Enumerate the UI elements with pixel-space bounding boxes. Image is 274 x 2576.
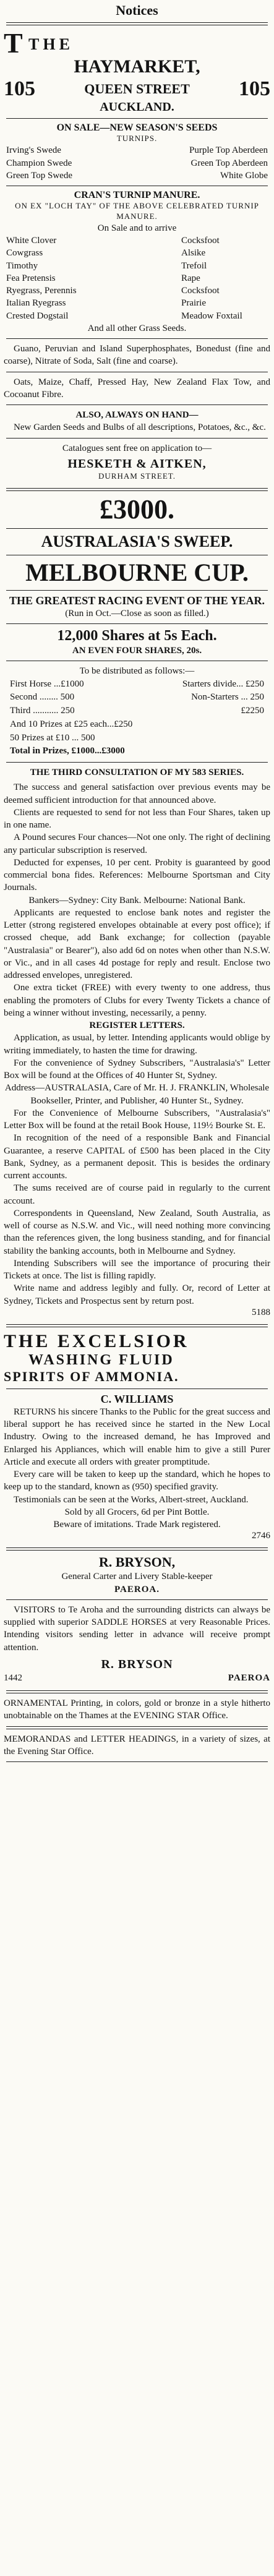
divider xyxy=(6,623,268,624)
excelsior-paragraph: RETURNS his sincere Thanks to the Public for the great success and liberal support he has received since he started in the New Local Industry. Owing to the increased demand, he has Improved and Enlarged his Appliances, which will enable him to give a still Purer Article and execute all orders with greater promptitude. xyxy=(4,1406,270,1467)
section-title: Notices xyxy=(116,2,158,18)
prize-cell: Second ........ 500 xyxy=(10,692,75,703)
grass-item: Trefoil xyxy=(181,260,207,271)
sweep-paragraph: For the Convenience of Melbourne Subscribers, "Australasia's" Letter Box will be found at the retail Book House, 119½ Bourke St. E. xyxy=(4,1108,270,1131)
grass-tail: And all other Grass Seeds. xyxy=(87,323,187,333)
excelsior-masthead xyxy=(4,1331,270,1385)
prize-cell: And 10 Prizes at £25 each...£250 xyxy=(10,719,133,729)
haymarket-name: HAYMARKET, xyxy=(74,56,200,77)
grass-item: Fea Pretensis xyxy=(6,273,56,283)
grass-item: Ryegrass, Perennis xyxy=(6,286,77,296)
excelsior-line-3: SPIRITS OF AMMONIA. xyxy=(4,1368,179,1384)
on-sale-heading: ON SALE—NEW SEASON'S SEEDS xyxy=(56,122,218,134)
prize-row xyxy=(4,678,270,691)
prize-cell: 50 Prizes at £10 ... 500 xyxy=(10,732,95,743)
turnip-item: Irving's Swede xyxy=(6,145,61,156)
grass-item: Prairie xyxy=(181,298,206,309)
bryson-role: General Carter and Livery Stable-keeper xyxy=(61,1572,213,1582)
divider xyxy=(6,1726,268,1729)
sweep-amount: £3000. xyxy=(100,494,174,524)
sweep-paragraph: Address—AUSTRALASIA, Care of Mr. H. J. FRANKLIN, Wholesale Bookseller, Printer, and Publisher, 40 Hunter St., Sydney. xyxy=(4,1083,270,1106)
sweep-title: AUSTRALASIA'S SWEEP. xyxy=(41,533,233,551)
prize-row xyxy=(4,718,270,732)
haymarket-masthead xyxy=(4,29,270,62)
divider xyxy=(6,488,268,491)
catalogues-text: Catalogues sent free on application to— xyxy=(62,443,212,453)
sweep-paragraph: Clients are requested to send for not less than Four Shares, taken up in one name. xyxy=(4,807,270,831)
sweep-paragraph: A Pound secures Four chances—Not one only. The right of declining any particular subscription is reserved. xyxy=(4,832,270,855)
bryson-place: PAEROA. xyxy=(114,1584,160,1594)
turnip-item: Green Top Swede xyxy=(6,170,72,181)
grass-item: White Clover xyxy=(6,236,57,246)
grass-item: Crested Dogstail xyxy=(6,310,69,321)
memoranda-notice: MEMORANDAS and LETTER HEADINGS, in a variety of sizes, at the Evening Star Office. xyxy=(4,1734,270,1757)
sweep-paragraph: In recognition of the need of a responsible Bank and Financial Guarantee, a reserve CAPITAL of £500 has been placed in the City Bank, Sydney, as a permanent deposit. This is besides the ordinary current accounts. xyxy=(4,1133,270,1181)
address-number-right: 105 xyxy=(239,77,270,100)
grass-list xyxy=(4,234,270,322)
bryson-footer xyxy=(4,1672,270,1684)
oats-text: Oats, Maize, Chaff, Pressed Hay, New Zealand Flax Tow, and Cocoanut Fibre. xyxy=(4,377,270,400)
sweep-paragraph: The sums received are of course paid in regularly to the current account. xyxy=(4,1183,270,1206)
grass-item: Cowgrass xyxy=(6,248,43,259)
excelsior-paragraph: Testimonials can be seen at the Works, Albert-street, Auckland. xyxy=(14,1494,249,1505)
firm-name: HESKETH & AITKEN, xyxy=(67,456,207,471)
sweep-paragraph: Intending Subscribers will see the importance of procuring their Tickets at once. The list is filling rapidly. xyxy=(4,1258,270,1282)
prize-row xyxy=(4,704,270,718)
grass-item: Rape xyxy=(181,273,200,283)
grass-item: Meadow Foxtail xyxy=(181,310,242,321)
greatest-heading: THE GREATEST RACING EVENT OF THE YEAR. xyxy=(9,594,265,607)
sweep-paragraph: Correspondents in Queensland, New Zealand, South Australia, as well of course as N.S.W. and Vic., will need nothing more convincing than the references given, the long business standing, and for financial stability the banking accounts, both in Melbourne and Sydney. xyxy=(4,1208,270,1256)
divider xyxy=(6,118,268,119)
grass-item: Italian Ryegrass xyxy=(6,298,66,309)
divider xyxy=(6,1761,268,1762)
bryson-ad xyxy=(4,1554,270,1684)
firm-street: DURHAM STREET. xyxy=(98,471,176,481)
prize-table xyxy=(4,678,270,759)
sweep-paragraph: The success and general satisfaction over previous events may be deemed sufficient introduction for that announced above. xyxy=(4,782,270,805)
prize-cell: Starters divide... £250 xyxy=(182,678,264,689)
excelsior-ad xyxy=(4,1331,270,1542)
haymarket-ad xyxy=(4,29,270,482)
sweep-body xyxy=(4,781,270,1307)
divider xyxy=(6,22,268,25)
prize-cell: Third ........... 250 xyxy=(10,706,75,716)
third-consult: THE THIRD CONSULTATION OF MY 583 SERIES. xyxy=(30,768,244,778)
excelsior-paragraph: Every care will be taken to keep up the standard, which he hopes to keep up to the standard, known as (950) specified gravity. xyxy=(4,1470,270,1492)
run-note: (Run in Oct.—Close as soon as filled.) xyxy=(65,608,209,618)
sweep-paragraph: Deducted for expenses, 10 per cent. Probity is guaranteed by good commercial bona fides. References: Melbourne Sportsman and City Journals. xyxy=(4,857,270,893)
sweep-paragraph: Bankers—Sydney: City Bank. Melbourne: National Bank. xyxy=(28,895,246,905)
four-shares: AN EVEN FOUR SHARES, 20s. xyxy=(72,646,202,656)
distributed-note: To be distributed as follows:— xyxy=(79,666,195,677)
divider xyxy=(6,404,268,405)
prize-cell: Total in Prizes, £1000...£3000 xyxy=(10,746,125,756)
prize-cell: Non-Starters ... 250 xyxy=(191,692,264,703)
shares-heading: 12,000 Shares at 5s Each. xyxy=(57,628,217,644)
prize-cell: First Horse ...£1000 xyxy=(10,678,84,689)
turnips-label: TURNIPS. xyxy=(116,134,158,143)
divider xyxy=(6,1547,268,1551)
manure-line: ON EX "LOCH TAY" OF THE ABOVE CELEBRATED TURNIP MANURE. xyxy=(15,201,259,221)
divider xyxy=(6,528,268,529)
manure-heading: CRAN'S TURNIP MANURE. xyxy=(74,190,200,201)
turnip-item: White Globe xyxy=(220,170,268,181)
prize-row xyxy=(4,732,270,745)
excelsior-paragraph: Beware of imitations. Trade Mark registered. xyxy=(53,1520,221,1530)
ornamental-notice: ORNAMENTAL Printing, in colors, gold or bronze in a style hitherto unobtainable on the Thames at the EVENING STAR Office. xyxy=(4,1698,270,1721)
divider xyxy=(6,338,268,339)
sweep-paragraph: One extra ticket (FREE) with every twenty to one address, thus enabling the promoters of Clubs for every Twenty Tickets a chance of being a winner without investing, necessarily, a penny. xyxy=(4,983,270,1018)
sweep-paragraph: For the convenience of Sydney Subscribers, "Australasia's" Letter Box will be found at the Offices of 40 Hunter St, Sydney. xyxy=(4,1058,270,1081)
grass-item: Alsike xyxy=(181,248,206,259)
prize-row xyxy=(4,691,270,704)
turnip-item: Purple Top Aberdeen xyxy=(189,145,268,156)
haymarket-city: AUCKLAND. xyxy=(100,100,174,114)
turnip-item: Green Top Aberdeen xyxy=(191,158,268,168)
bryson-sign: R. BRYSON xyxy=(101,1657,173,1671)
divider xyxy=(6,590,268,591)
sweep-ref: 5188 xyxy=(252,1307,270,1317)
also-heading: ALSO, ALWAYS ON HAND— xyxy=(75,410,199,421)
haymarket-address xyxy=(4,77,270,100)
excelsior-line-2: WASHING FLUID xyxy=(28,1351,174,1368)
garden-text: New Garden Seeds and Bulbs of all descriptions, Potatoes, &c., &c. xyxy=(14,422,266,433)
prize-cell: £2250 xyxy=(241,706,264,716)
excelsior-ref: 2746 xyxy=(252,1531,270,1541)
bryson-name: R. BRYSON, xyxy=(98,1554,176,1570)
excelsior-line-1: THE EXCELSIOR xyxy=(4,1330,189,1351)
grass-item: Cocksfoot xyxy=(181,286,220,296)
haymarket-initial: T xyxy=(4,27,23,59)
divider xyxy=(6,762,268,763)
prize-row xyxy=(4,745,270,758)
divider xyxy=(6,438,268,439)
excelsior-owner: C. WILLIAMS xyxy=(100,1392,174,1405)
address-number-left: 105 xyxy=(4,77,35,100)
bryson-ref-place: PAEROA xyxy=(228,1672,270,1683)
guano-text: Guano, Peruvian and Island Superphosphates, Bonedust (fine and coarse), Nitrate of Soda, Salt (fine and coarse). xyxy=(4,344,270,367)
divider xyxy=(6,1599,268,1600)
turnips-list xyxy=(4,144,270,182)
excelsior-paragraph: Sold by all Grocers, 6d per Pint Bottle. xyxy=(64,1507,210,1517)
sweep-paragraph: REGISTER LETTERS. xyxy=(89,1021,185,1031)
turnip-item: Champion Swede xyxy=(6,158,72,168)
sweep-paragraph: Write name and address legibly and fully. Or, record of Letter at Sydney, Tickets and Prospectus sent by return post. xyxy=(4,1283,270,1306)
grass-item: Cocksfoot xyxy=(181,236,220,246)
grass-item: Timothy xyxy=(6,260,38,271)
divider xyxy=(6,1690,268,1693)
address-street: QUEEN STREET xyxy=(84,80,190,96)
sweep-paragraph: Application, as usual, by letter. Intending applicants would oblige by writing immediately, to hasten the time for drawing. xyxy=(4,1033,270,1056)
melbourne-cup-title: MELBOURNE CUP. xyxy=(25,558,249,586)
sweep-ad xyxy=(4,495,270,1318)
manure-arrive: On Sale and to arrive xyxy=(97,223,177,233)
sweep-paragraph: Applicants are requested to enclose bank notes and register the Letter (strong registered envelopes obtainable at every post office); if crossed cheque, add Bank exchange; for collection (payable "Australasia" or Bearer"), also add 6d on notes when other than N.S.W. or Vic., and in all cases 4d postage for reply and result. Enclose two addressed envelopes, unregistered. xyxy=(4,907,270,981)
bryson-ref: 1442 xyxy=(4,1672,22,1683)
divider xyxy=(6,1324,268,1327)
bryson-body: VISITORS to Te Aroha and the surrounding districts can always be supplied with superior SADDLE HORSES at very Reasonable Prices. Intending visitors sending letter in advance will receive prompt attention. xyxy=(4,1604,270,1653)
haymarket-the: THE xyxy=(28,35,74,53)
